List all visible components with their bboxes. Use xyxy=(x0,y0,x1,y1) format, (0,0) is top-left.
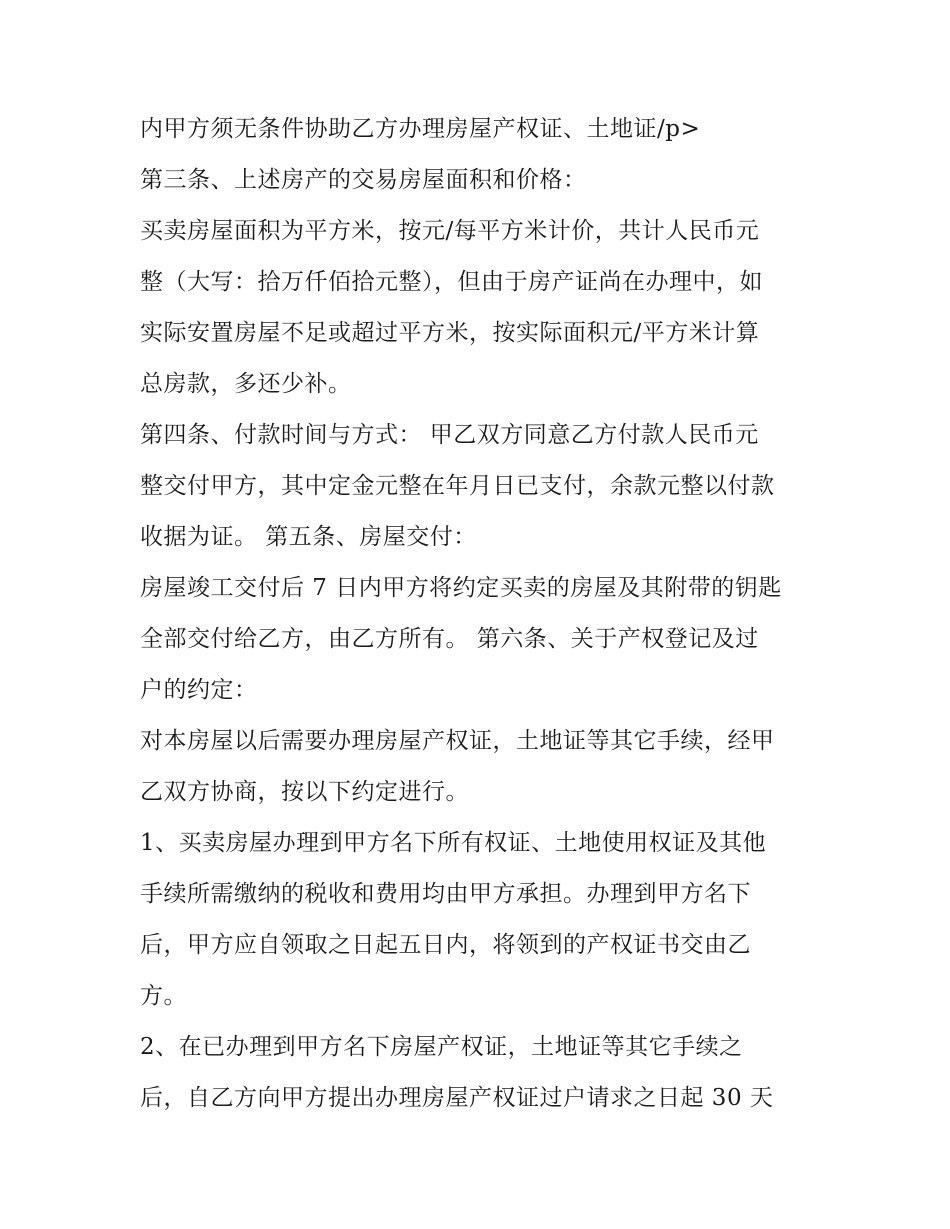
text-line: 手续所需缴纳的税收和费用均由甲方承担。办理到甲方名下 xyxy=(140,881,751,907)
text-line: 第四条、付款时间与方式： 甲乙双方同意乙方付款人民币元 xyxy=(140,422,759,448)
text-line: 后，甲方应自领取之日起五日内，将领到的产权证书交由乙 xyxy=(140,932,751,958)
text-line: 乙双方协商，按以下约定进行。 xyxy=(140,779,469,805)
text-line: 总房款，多还少补。 xyxy=(140,371,352,397)
text-line: 实际安置房屋不足或超过平方米，按实际面积元/平方米计算 xyxy=(140,320,760,346)
text-line: 房屋竣工交付后 7 日内甲方将约定买卖的房屋及其附带的钥匙 xyxy=(140,575,782,601)
text-line: 方。 xyxy=(140,983,187,1009)
text-line: 2、在已办理到甲方名下房屋产权证，土地证等其它手续之 xyxy=(140,1034,743,1060)
document-body xyxy=(140,104,820,1124)
text-line: 内甲方须无条件协助乙方办理房屋产权证、土地证/p> xyxy=(140,116,701,142)
text-line: 对本房屋以后需要办理房屋产权证，土地证等其它手续，经甲 xyxy=(140,728,775,754)
text-line: 第三条、上述房产的交易房屋面积和价格： xyxy=(140,167,587,193)
text-line: 户的约定： xyxy=(140,677,258,703)
text-line: 收据为证。 第五条、房屋交付： xyxy=(140,524,477,550)
text-line: 整（大写：拾万仟佰拾元整），但由于房产证尚在办理中，如 xyxy=(140,269,763,295)
text-line: 买卖房屋面积为平方米，按元/每平方米计价，共计人民币元 xyxy=(140,218,760,244)
text-line: 全部交付给乙方，由乙方所有。 第六条、关于产权登记及过 xyxy=(140,626,759,652)
text-line: 后，自乙方向甲方提出办理房屋产权证过户请求之日起 30 天 xyxy=(140,1085,774,1111)
text-line: 整交付甲方，其中定金元整在年月日已支付，余款元整以付款 xyxy=(140,473,775,499)
text-line: 1、买卖房屋办理到甲方名下所有权证、土地使用权证及其他 xyxy=(140,830,767,856)
